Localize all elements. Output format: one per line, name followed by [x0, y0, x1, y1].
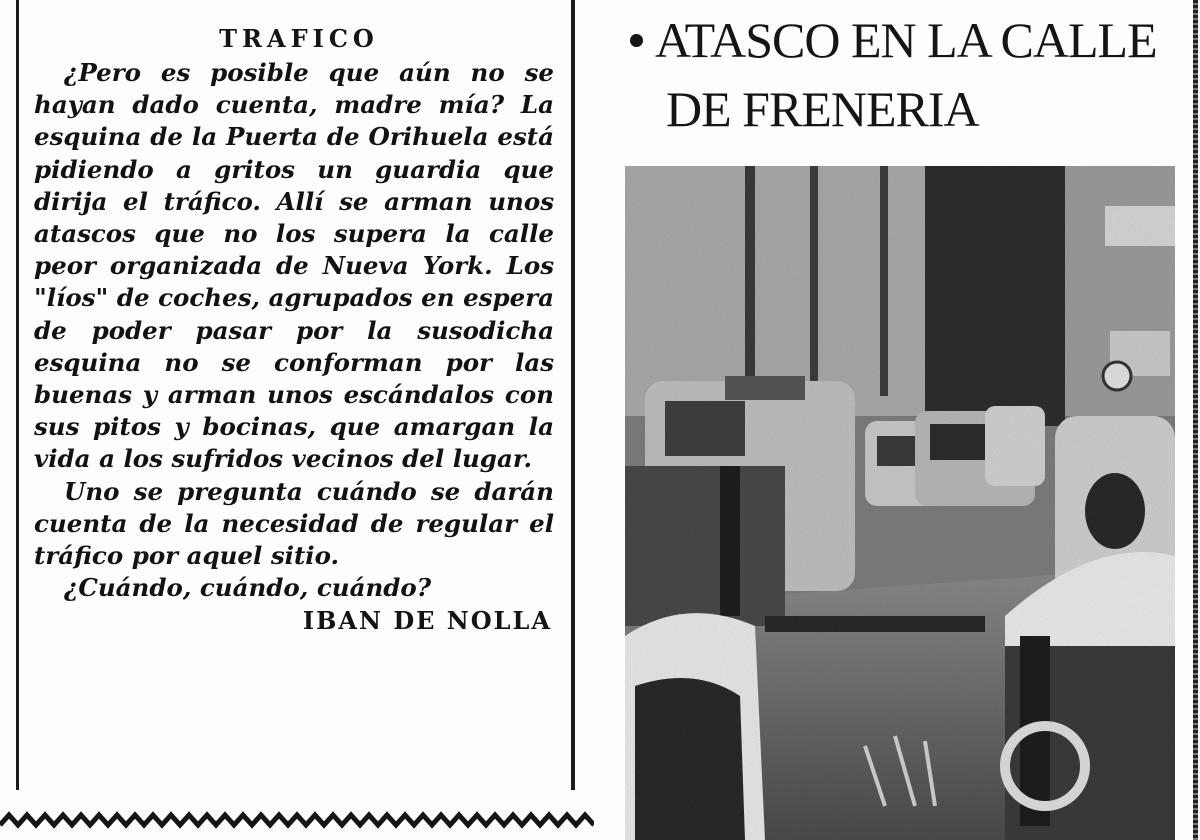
photo-headline	[630, 6, 1190, 144]
page-edge	[1193, 0, 1198, 840]
headline-line-1: ATASCO EN LA CALLE	[630, 6, 1190, 75]
article-signature: IBAN DE NOLLA	[302, 606, 552, 636]
article-paragraph-2: Uno se pregunta cuándo se darán cuenta de la necesidad de regular el tráfico por aquel sitio.	[34, 476, 554, 571]
article-paragraph-3: ¿Cuándo, cuándo, cuándo?	[64, 573, 432, 603]
article-paragraph-1: ¿Pero es posible que aún no se hayan dado cuenta, madre mía? La esquina de la Puerta de Orihuela está pidiendo a gritos un guardia que dirija el tráfico. Allí se arman unos atascos que no los supera la calle peor organizada de Nueva York. Los "líos" de coches, agrupados en espera de poder pasar por la susodicha esquina no se conforman por las buenas y arman unos escándalos con sus pitos y bocinas, que amargan la vida a los sufridos vecinos del lugar.	[34, 58, 554, 474]
column-rule-right	[571, 0, 575, 790]
photo-graphic	[625, 166, 1175, 840]
article-title: TRAFICO	[219, 24, 379, 53]
bullet-icon	[630, 34, 643, 47]
street-traffic-photo	[625, 166, 1175, 840]
column-rule-left	[16, 0, 19, 790]
headline-line-2: DE FRENERIA	[666, 81, 979, 137]
trafico-article	[34, 24, 554, 635]
zigzag-border	[0, 809, 594, 831]
article-body	[34, 57, 554, 604]
